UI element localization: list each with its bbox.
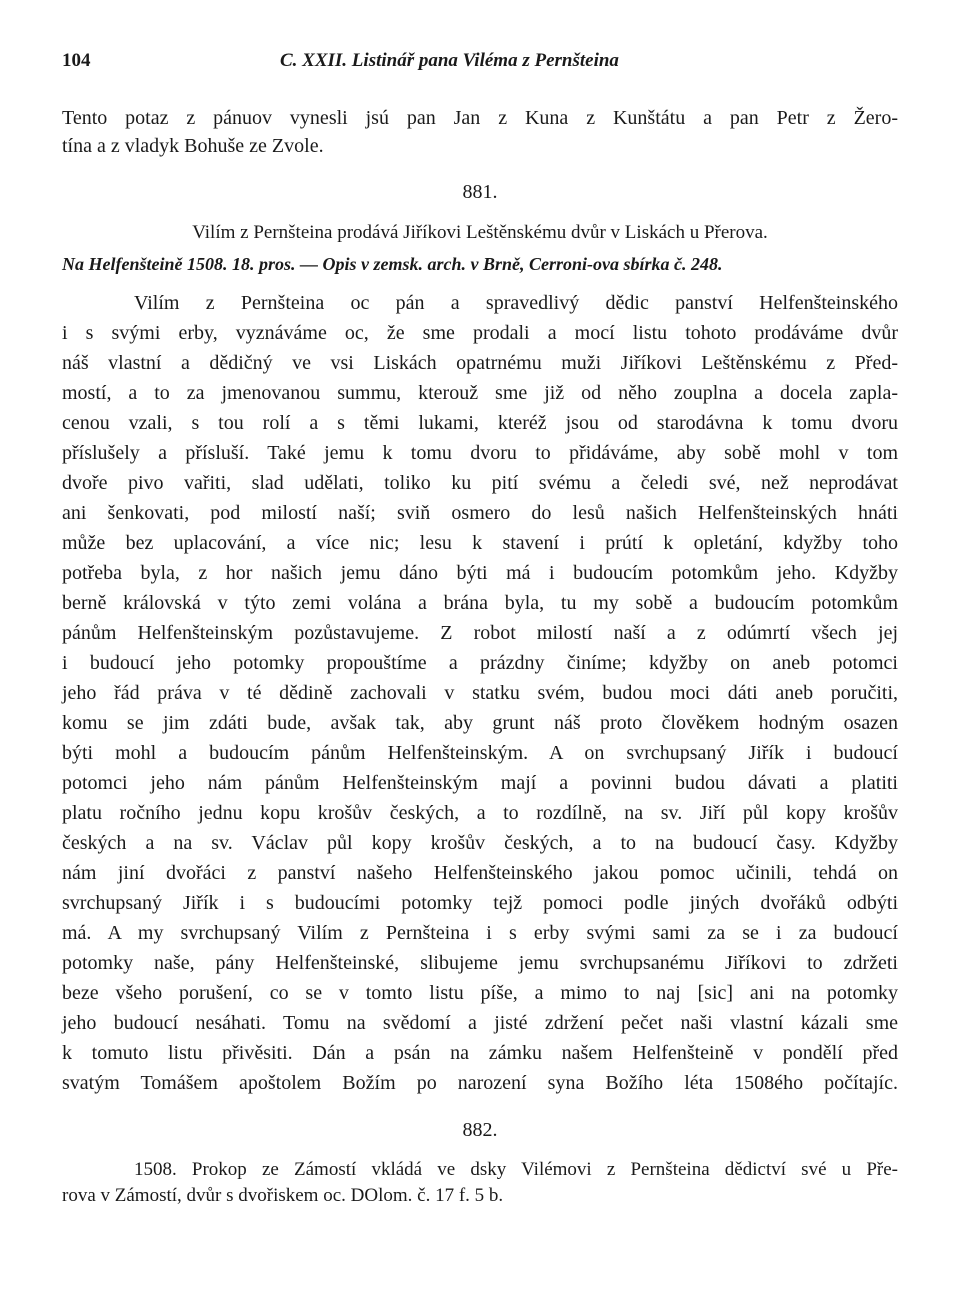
body-line: beze všeho porušení, co se v tomto listu píše, a mimo to naj [sic] ani na potomky: [62, 982, 898, 1004]
page-number: 104: [62, 50, 91, 71]
body-line: potřeba byla, z hor našich jemu dáno býti má i budoucím potomkům jeho. Kdyžby: [62, 562, 898, 584]
regest-line: rova v Zámostí, dvůr s dvořiskem oc. DOlom. č. 17 f. 5 b.: [62, 1185, 504, 1206]
body-line: i s svými erby, vyznáváme oc, že sme prodali a mocí listu tohoto prodáváme dvůr: [62, 322, 898, 344]
body-line: býti mohl a budoucím pánům Helfenšteinským. A on svrchupsaný Jiřík i budoucí: [62, 742, 898, 764]
body-line: nám jiní dvořáci z panství našeho Helfenšteinského jakou pomoc učinili, tehdá on: [62, 862, 898, 884]
body-line: mostí, a to za jmenovanou summu, kterouž sme již od něho zouplna a docela zapla-: [62, 382, 898, 404]
body-line: dvoře pivo vařiti, slad udělati, toliko ku pití svému a čeledi své, než neprodávat: [62, 472, 898, 494]
body-line: cenou vzali, s tou rolí a s těmi lukami, kteréž jsou od starodávna k tomu dvoru: [62, 412, 898, 434]
body-line: svrchupsaný Jiřík i s budoucími potomky tejž pomoci podle jiných dvořáků odbýti: [62, 892, 898, 914]
body-line: příslušely a přísluší. Také jemu k tomu dvoru to přidáváme, aby sobě mohl v tom: [62, 442, 898, 464]
page-header: [62, 50, 898, 80]
body-line: svatým Tomášem apoštolem Božím po narození syna Božího léta 1508ého počítajíc.: [62, 1072, 898, 1094]
body-line: jeho řád práva v té dědině zachovali v statku svém, budou moci dáti aneb poručiti,: [62, 682, 898, 704]
document-summary: Vilím z Pernšteina prodává Jiříkovi Leštěnskému dvůr v Liskách u Přerova.: [192, 222, 768, 243]
running-title: C. XXII. Listinář pana Viléma z Pernšteina: [280, 50, 619, 71]
body-line: k tomuto listu přivěsiti. Dán a psán na zámku našem Helfenšteině v pondělí před: [62, 1042, 898, 1064]
body-line: komu se jim zdáti bude, avšak tak, aby grunt náš proto člověkem hodným osazen: [62, 712, 898, 734]
document-number: 881.: [462, 181, 498, 203]
body-line: může bez uplacování, a více nic; lesu k stavení i prútí k opletání, kdyžby toho: [62, 532, 898, 554]
body-line: náš vlastní a dědičný ve vsi Liskách opatrnému muži Jiříkovi Leštěnskému z Před-: [62, 352, 898, 374]
body-line: platu ročního jednu kopu krošův českých, a to rozdílně, na sv. Jiří půl kopy krošův: [62, 802, 898, 824]
body-line: má. A my svrchupsaný Vilím z Pernšteina i s erby svými sami za se i za budoucí: [62, 922, 898, 944]
body-line: ani šenkovati, pod milostí naší; sviň osmero do lesů našich Helfenšteinských hnáti: [62, 502, 898, 524]
intro-line: tína a z vladyk Bohuše ze Zvole.: [62, 135, 324, 157]
document-number: 882.: [462, 1119, 498, 1141]
body-line: potomky naše, pány Helfenšteinské, slibujeme jemu svrchupsanému Jiříkovi to zdržeti: [62, 952, 898, 974]
body-line: potomci jeho nám pánům Helfenšteinským mají a povinni budou dávati a platiti: [62, 772, 898, 794]
body-line: i budoucí jeho potomky propouštíme a prázdny činíme; kdyžby on aneb potomci: [62, 652, 898, 674]
regest-line: 1508. Prokop ze Zámostí vkládá ve dsky Vilémovi z Pernšteina dědictví své u Pře-: [134, 1159, 898, 1180]
body-line: jeho budoucí nesáhati. Tomu na svědomí a jisté zdržení pečet naši vlastní kázali sme: [62, 1012, 898, 1034]
body-line: Vilím z Pernšteina oc pán a spravedlivý dědic panství Helfenšteinského: [134, 292, 898, 314]
body-line: českých a na sv. Václav půl kopy krošův českých, a to na budoucí časy. Kdyžby: [62, 832, 898, 854]
intro-line: Tento potaz z pánuov vynesli jsú pan Jan z Kuna z Kunštátu a pan Petr z Žero-: [62, 107, 898, 129]
document-source: Na Helfenšteině 1508. 18. pros. — Opis v zemsk. arch. v Brně, Cerroni-ova sbírka č. 248.: [62, 254, 723, 274]
body-line: berně královská v týto zemi volána a brána byla, tu my sobě a budoucím potomkům: [62, 592, 898, 614]
body-line: pánům Helfenšteinským pozůstavujeme. Z robot milostí naší a z odúmrtí všech jej: [62, 622, 898, 644]
